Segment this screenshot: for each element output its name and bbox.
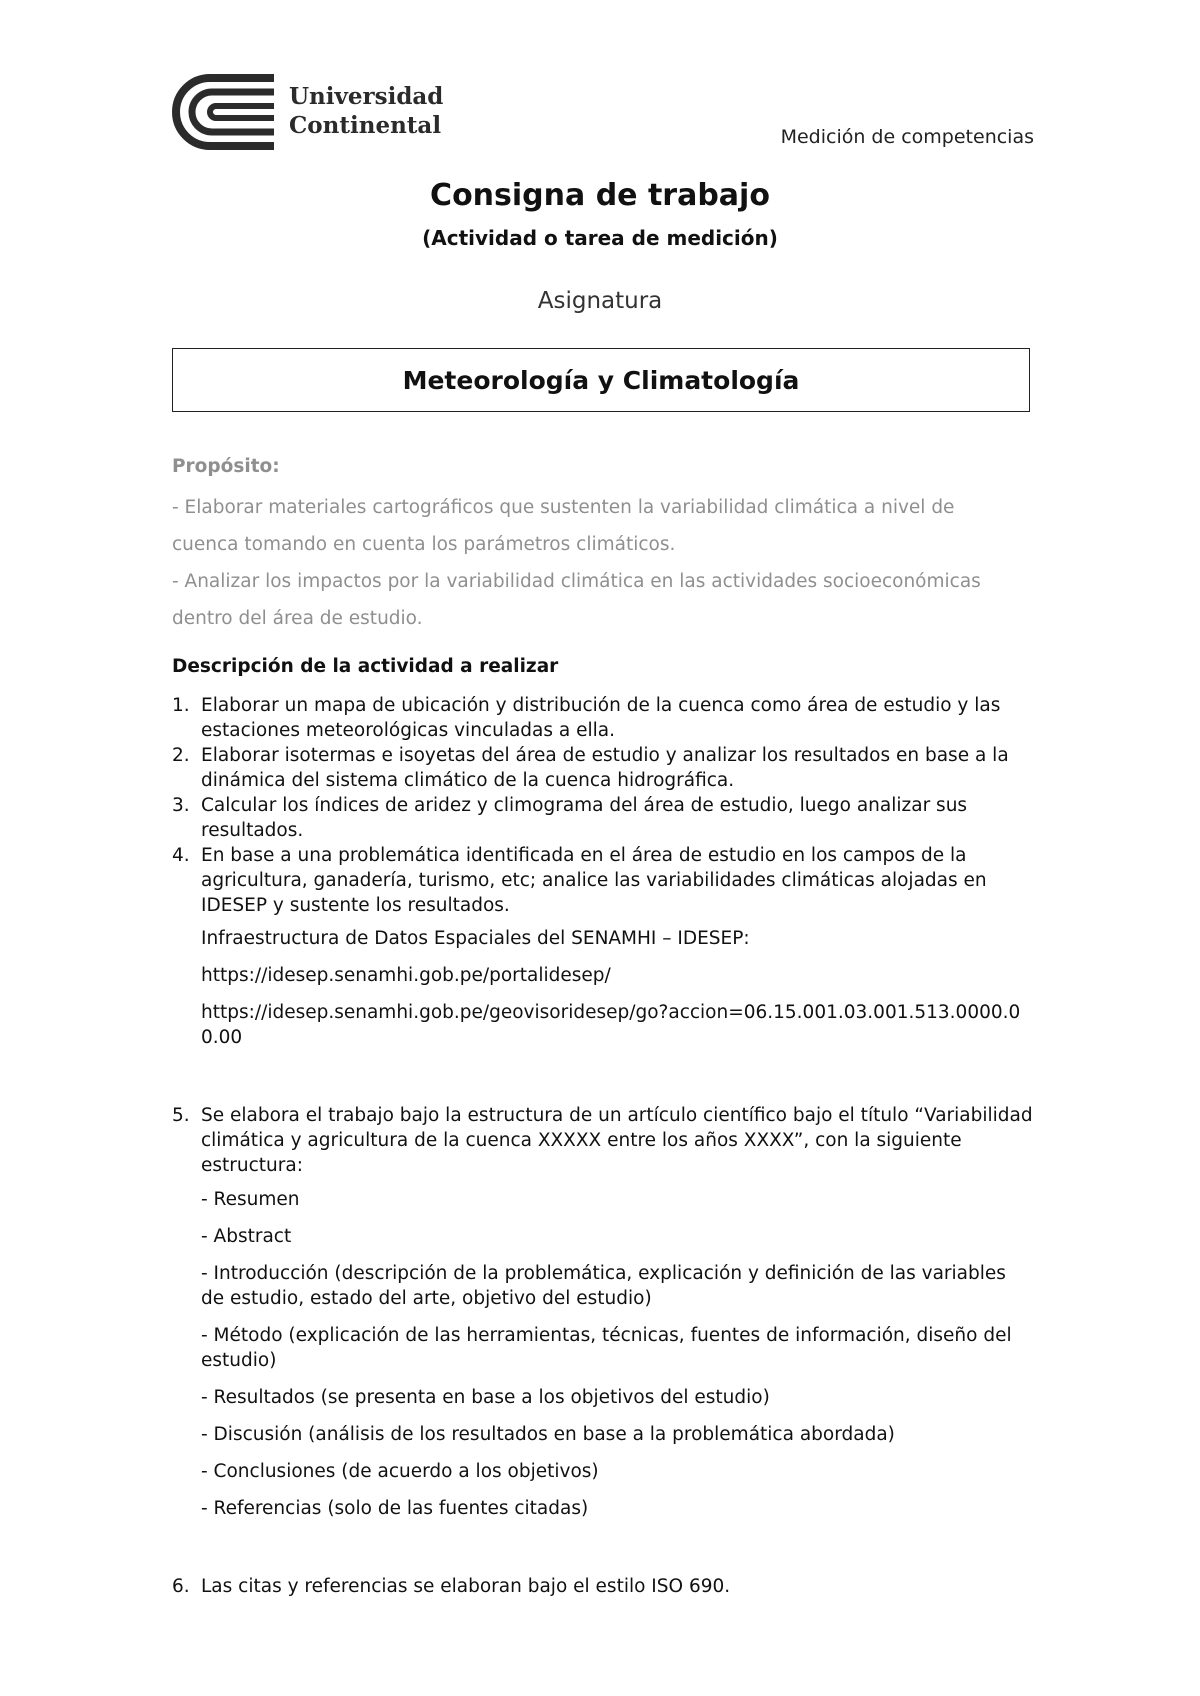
subject-box <box>172 348 1030 412</box>
structure-item: - Discusión (análisis de los resultados en base a la problemática abordada) <box>201 1424 895 1445</box>
list-item <box>172 1103 1034 1178</box>
logo-line-2: Continental <box>289 112 442 139</box>
list-text: Calcular los índices de aridez y climograma del área de estudio, luego analizar sus resultados. <box>201 795 968 841</box>
reference-block <box>201 926 1031 1062</box>
activity-list <box>172 1103 1034 1178</box>
logo-emblem-icon <box>172 74 276 150</box>
list-item <box>172 743 1034 793</box>
list-item <box>172 843 1034 918</box>
subject-label: Asignatura <box>537 288 663 314</box>
purpose-line: dentro del área de estudio. <box>172 608 423 629</box>
description-title: Descripción de la actividad a realizar <box>172 656 559 677</box>
page-subtitle: (Actividad o tarea de medición) <box>422 226 778 250</box>
list-text: Se elabora el trabajo bajo la estructura de un artículo científico bajo el título “Variabilidad climática y agricultura de la cuenca XXXXX entre los años XXXX”, con la siguiente estructura: <box>201 1105 1033 1176</box>
list-text: Elaborar isotermas e isoyetas del área de estudio y analizar los resultados en base a la dinámica del sistema climático de la cuenca hidrográfica. <box>201 745 1009 791</box>
structure-item: - Referencias (solo de las fuentes citadas) <box>201 1498 589 1519</box>
activity-list <box>172 1574 1034 1599</box>
list-number: 3. <box>172 795 190 816</box>
purpose-line: cuenca tomando en cuenta los parámetros climáticos. <box>172 534 676 555</box>
logo-wordmark <box>289 82 443 140</box>
logo-line-1: Universidad <box>289 83 444 110</box>
list-text: Las citas y referencias se elaboran bajo el estilo ISO 690. <box>201 1576 731 1597</box>
purpose-label: Propósito: <box>172 456 280 477</box>
structure-item: - Resultados (se presenta en base a los objetivos del estudio) <box>201 1387 770 1408</box>
list-text: En base a una problemática identificada en el área de estudio en los campos de la agricultura, ganadería, turismo, etc; analice las variabilidades climáticas alojadas en IDESEP y sustente los resultados. <box>201 845 987 916</box>
activity-list <box>172 693 1034 918</box>
structure-item: - Método (explicación de las herramientas, técnicas, fuentes de información, diseño del estudio) <box>201 1325 1012 1371</box>
list-number: 5. <box>172 1105 190 1126</box>
list-text: Elaborar un mapa de ubicación y distribución de la cuenca como área de estudio y las estaciones meteorológicas vinculadas a ella. <box>201 695 1001 741</box>
list-number: 4. <box>172 845 190 866</box>
reference-label: Infraestructura de Datos Espaciales del SENAMHI – IDESEP: <box>201 928 750 949</box>
reference-link[interactable]: https://idesep.senamhi.gob.pe/geovisoridesep/go?accion=06.15.001.03.001.513.0000.00.00 <box>201 1002 1021 1048</box>
university-logo <box>172 74 462 154</box>
purpose-section <box>172 456 1032 637</box>
structure-item: - Resumen <box>201 1189 300 1210</box>
list-number: 2. <box>172 745 190 766</box>
list-item <box>172 1574 1034 1599</box>
structure-item: - Abstract <box>201 1226 292 1247</box>
article-structure-list <box>201 1187 1031 1533</box>
list-item <box>172 793 1034 843</box>
list-number: 1. <box>172 695 190 716</box>
structure-item: - Conclusiones (de acuerdo a los objetivos) <box>201 1461 599 1482</box>
header-caption: Medición de competencias <box>780 126 1034 148</box>
list-number: 6. <box>172 1576 190 1597</box>
page-title: Consigna de trabajo <box>430 178 770 213</box>
subject-name: Meteorología y Climatología <box>402 365 800 395</box>
purpose-line: - Analizar los impactos por la variabilidad climática en las actividades socioeconómicas <box>172 571 981 592</box>
list-item <box>172 693 1034 743</box>
reference-link[interactable]: https://idesep.senamhi.gob.pe/portalidesep/ <box>201 965 611 986</box>
structure-item: - Introducción (descripción de la problemática, explicación y definición de las variables de estudio, estado del arte, objetivo del estudio) <box>201 1263 1006 1309</box>
purpose-line: - Elaborar materiales cartográficos que sustenten la variabilidad climática a nivel de <box>172 497 955 518</box>
